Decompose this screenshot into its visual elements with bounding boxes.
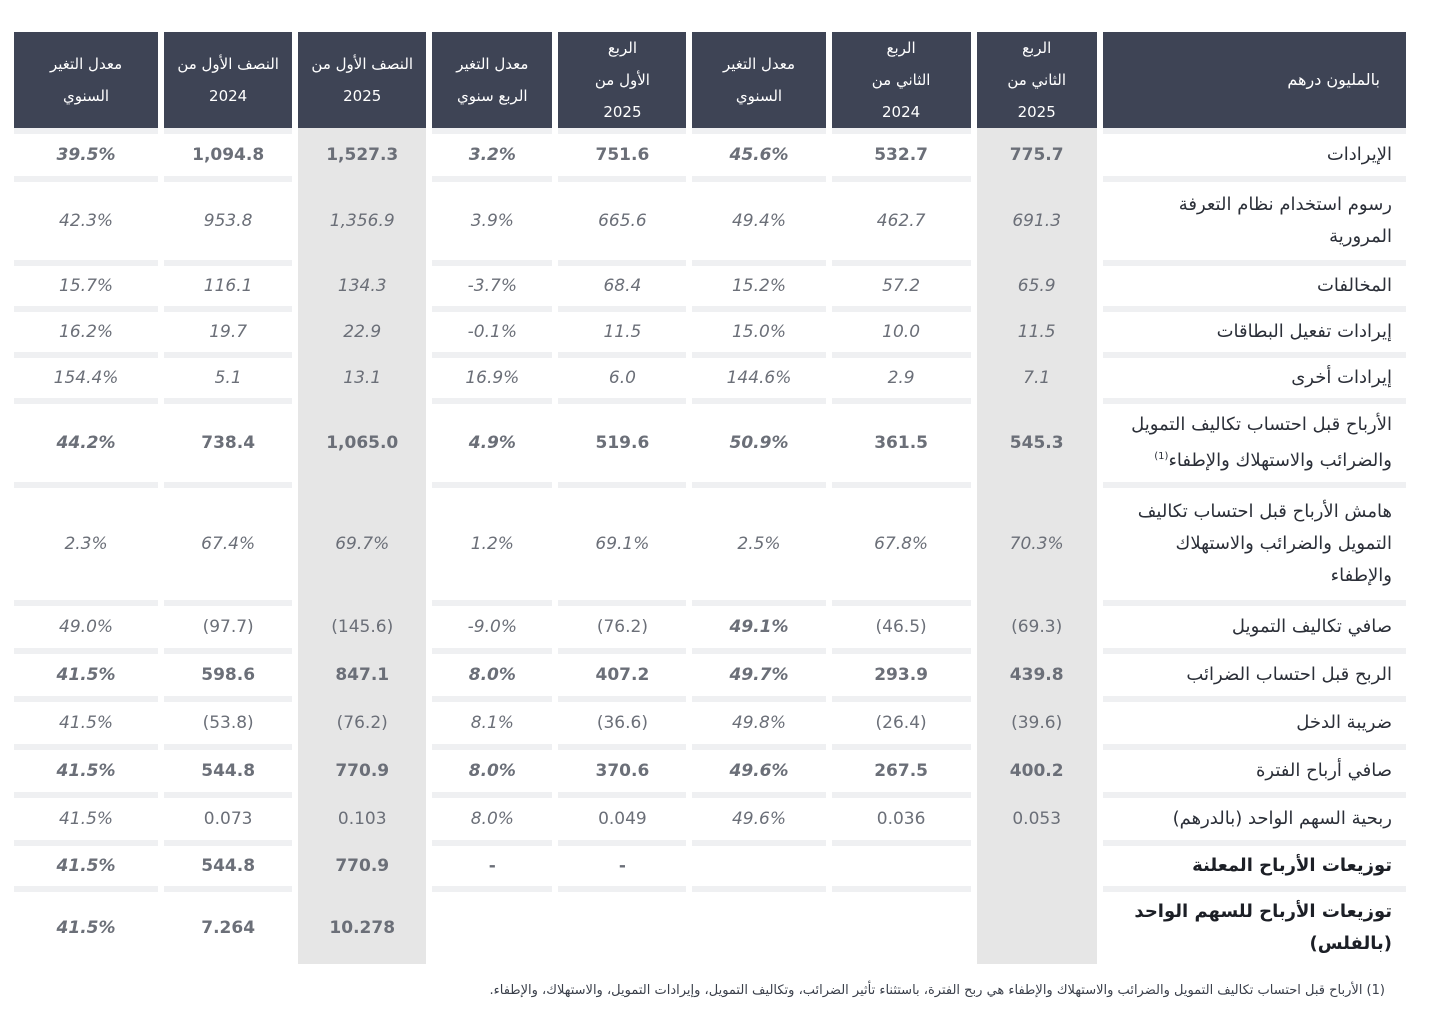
row-label-text: إيرادات أخرى bbox=[1291, 367, 1392, 388]
cell-yoy-half: 41.5% bbox=[14, 846, 158, 886]
cell-q2-2025: 775.7 bbox=[977, 134, 1097, 176]
cell-qoq: 4.9% bbox=[432, 404, 552, 482]
cell-q2-2024: 361.5 bbox=[832, 404, 971, 482]
cell-yoy-quarter bbox=[692, 846, 825, 886]
table-row bbox=[14, 358, 1406, 398]
cell-q2-2025: 11.5 bbox=[977, 312, 1097, 352]
cell-q2-2025: 439.8 bbox=[977, 654, 1097, 696]
cell-q2-2024: (26.4) bbox=[832, 702, 971, 744]
cell-h1-2024: (53.8) bbox=[164, 702, 292, 744]
cell-h1-2024: 738.4 bbox=[164, 404, 292, 482]
table-row bbox=[14, 798, 1406, 840]
cell-h1-2024: 116.1 bbox=[164, 266, 292, 306]
header-h1-2025: النصف الأول من 2025 bbox=[298, 32, 426, 128]
cell-qoq: 3.9% bbox=[432, 182, 552, 260]
header-q2-2025: الربع الثاني من 2025 bbox=[977, 32, 1097, 128]
cell-h1-2025: 10.278 bbox=[298, 892, 426, 964]
cell-q2-2024: 0.036 bbox=[832, 798, 971, 840]
row-label bbox=[1103, 702, 1406, 744]
cell-q2-2024 bbox=[832, 892, 971, 964]
cell-q2-2024: 67.8% bbox=[832, 488, 971, 600]
cell-q1-2025: 68.4 bbox=[558, 266, 686, 306]
cell-yoy-quarter: 15.0% bbox=[692, 312, 825, 352]
cell-yoy-half: 41.5% bbox=[14, 654, 158, 696]
cell-q1-2025: 519.6 bbox=[558, 404, 686, 482]
cell-yoy-half: 2.3% bbox=[14, 488, 158, 600]
cell-yoy-quarter: 49.7% bbox=[692, 654, 825, 696]
row-label-text: إيرادات تفعيل البطاقات bbox=[1216, 321, 1392, 342]
row-label-text: المخالفات bbox=[1316, 275, 1392, 296]
cell-q2-2025: 400.2 bbox=[977, 750, 1097, 792]
cell-q2-2024 bbox=[832, 846, 971, 886]
cell-yoy-half: 44.2% bbox=[14, 404, 158, 482]
financial-table-container bbox=[14, 32, 1406, 964]
cell-q1-2025 bbox=[558, 892, 686, 964]
cell-h1-2025: 13.1 bbox=[298, 358, 426, 398]
cell-yoy-quarter: 49.6% bbox=[692, 798, 825, 840]
cell-q2-2025: 691.3 bbox=[977, 182, 1097, 260]
cell-q2-2025: 7.1 bbox=[977, 358, 1097, 398]
header-yoy-half: معدل التغير السنوي bbox=[14, 32, 158, 128]
cell-q2-2024: 462.7 bbox=[832, 182, 971, 260]
cell-h1-2025: 847.1 bbox=[298, 654, 426, 696]
row-label-text: ربحية السهم الواحد (بالدرهم) bbox=[1172, 808, 1392, 829]
row-label-text: صافي تكاليف التمويل bbox=[1231, 616, 1392, 637]
cell-h1-2024: 544.8 bbox=[164, 750, 292, 792]
cell-h1-2025: 1,065.0 bbox=[298, 404, 426, 482]
row-label bbox=[1103, 798, 1406, 840]
cell-h1-2024: 0.073 bbox=[164, 798, 292, 840]
financial-summary-table bbox=[8, 26, 1412, 970]
cell-q2-2025: (39.6) bbox=[977, 702, 1097, 744]
cell-q2-2024: 10.0 bbox=[832, 312, 971, 352]
cell-qoq: -0.1% bbox=[432, 312, 552, 352]
cell-q2-2025: 65.9 bbox=[977, 266, 1097, 306]
row-label bbox=[1103, 358, 1406, 398]
cell-yoy-quarter: 49.4% bbox=[692, 182, 825, 260]
row-label-text: ضريبة الدخل bbox=[1296, 712, 1392, 733]
cell-qoq: 3.2% bbox=[432, 134, 552, 176]
cell-qoq bbox=[432, 892, 552, 964]
cell-yoy-quarter: 49.6% bbox=[692, 750, 825, 792]
cell-h1-2024: 7.264 bbox=[164, 892, 292, 964]
row-label bbox=[1103, 750, 1406, 792]
row-label-text: رسوم استخدام نظام التعرفة المرورية bbox=[1178, 194, 1392, 247]
table-row bbox=[14, 488, 1406, 600]
cell-q2-2024: 267.5 bbox=[832, 750, 971, 792]
table-row bbox=[14, 134, 1406, 176]
cell-yoy-half: 16.2% bbox=[14, 312, 158, 352]
cell-h1-2024: 5.1 bbox=[164, 358, 292, 398]
cell-q2-2024: 532.7 bbox=[832, 134, 971, 176]
cell-h1-2025: 22.9 bbox=[298, 312, 426, 352]
cell-q2-2025 bbox=[977, 892, 1097, 964]
cell-h1-2024: 544.8 bbox=[164, 846, 292, 886]
cell-yoy-half: 41.5% bbox=[14, 750, 158, 792]
table-row bbox=[14, 182, 1406, 260]
row-label-text: هامش الأرباح قبل احتساب تكاليف التمويل والضرائب والاستهلاك والإطفاء bbox=[1137, 501, 1392, 586]
header-h1-2024: النصف الأول من 2024 bbox=[164, 32, 292, 128]
cell-q2-2024: 57.2 bbox=[832, 266, 971, 306]
table-row bbox=[14, 892, 1406, 964]
cell-h1-2024: 1,094.8 bbox=[164, 134, 292, 176]
table-row bbox=[14, 312, 1406, 352]
cell-h1-2025: (145.6) bbox=[298, 606, 426, 648]
cell-q1-2025: 11.5 bbox=[558, 312, 686, 352]
cell-q2-2024: 293.9 bbox=[832, 654, 971, 696]
cell-h1-2025: 0.103 bbox=[298, 798, 426, 840]
cell-h1-2024: 19.7 bbox=[164, 312, 292, 352]
cell-q1-2025: 751.6 bbox=[558, 134, 686, 176]
cell-q2-2024: (46.5) bbox=[832, 606, 971, 648]
row-label-text: توزيعات الأرباح للسهم الواحد (بالفلس) bbox=[1134, 901, 1392, 954]
row-label bbox=[1103, 182, 1406, 260]
row-label bbox=[1103, 312, 1406, 352]
cell-h1-2024: 953.8 bbox=[164, 182, 292, 260]
cell-qoq: 8.0% bbox=[432, 798, 552, 840]
cell-yoy-quarter: 144.6% bbox=[692, 358, 825, 398]
cell-q2-2025: 0.053 bbox=[977, 798, 1097, 840]
cell-q2-2025 bbox=[977, 846, 1097, 886]
cell-h1-2025: 1,356.9 bbox=[298, 182, 426, 260]
cell-qoq: 8.0% bbox=[432, 654, 552, 696]
row-label bbox=[1103, 846, 1406, 886]
cell-qoq: 1.2% bbox=[432, 488, 552, 600]
table-row bbox=[14, 750, 1406, 792]
cell-q2-2024: 2.9 bbox=[832, 358, 971, 398]
row-label bbox=[1103, 892, 1406, 964]
cell-yoy-quarter: 49.1% bbox=[692, 606, 825, 648]
cell-yoy-quarter: 50.9% bbox=[692, 404, 825, 482]
header-unit-label: بالمليون درهم bbox=[1103, 32, 1406, 128]
cell-h1-2025: 770.9 bbox=[298, 846, 426, 886]
cell-h1-2025: 69.7% bbox=[298, 488, 426, 600]
row-label bbox=[1103, 654, 1406, 696]
table-row bbox=[14, 846, 1406, 886]
cell-q1-2025: 370.6 bbox=[558, 750, 686, 792]
cell-yoy-half: 41.5% bbox=[14, 798, 158, 840]
table-header-row bbox=[14, 32, 1406, 128]
cell-h1-2025: 134.3 bbox=[298, 266, 426, 306]
cell-qoq: 8.0% bbox=[432, 750, 552, 792]
header-q1-2025: الربع الأول من 2025 bbox=[558, 32, 686, 128]
cell-yoy-half: 39.5% bbox=[14, 134, 158, 176]
row-label-text: الربح قبل احتساب الضرائب bbox=[1186, 664, 1392, 685]
table-row bbox=[14, 266, 1406, 306]
row-label bbox=[1103, 266, 1406, 306]
cell-qoq: 8.1% bbox=[432, 702, 552, 744]
cell-q2-2025: 545.3 bbox=[977, 404, 1097, 482]
footnote-marker: (1) bbox=[1154, 451, 1169, 462]
table-row bbox=[14, 606, 1406, 648]
row-label bbox=[1103, 404, 1406, 482]
cell-yoy-quarter: 15.2% bbox=[692, 266, 825, 306]
cell-h1-2024: 67.4% bbox=[164, 488, 292, 600]
cell-h1-2024: (97.7) bbox=[164, 606, 292, 648]
cell-yoy-quarter: 49.8% bbox=[692, 702, 825, 744]
table-row bbox=[14, 404, 1406, 482]
cell-yoy-quarter: 45.6% bbox=[692, 134, 825, 176]
cell-q2-2025: (69.3) bbox=[977, 606, 1097, 648]
row-label bbox=[1103, 134, 1406, 176]
header-yoy-quarter: معدل التغير السنوي bbox=[692, 32, 825, 128]
cell-q1-2025: (76.2) bbox=[558, 606, 686, 648]
cell-yoy-quarter: 2.5% bbox=[692, 488, 825, 600]
cell-h1-2025: (76.2) bbox=[298, 702, 426, 744]
row-label bbox=[1103, 488, 1406, 600]
row-label-text: صافي أرباح الفترة bbox=[1255, 760, 1392, 781]
row-label-text: الأرباح قبل احتساب تكاليف التمويل والضرائب والاستهلاك والإطفاء bbox=[1131, 414, 1392, 471]
cell-qoq: -3.7% bbox=[432, 266, 552, 306]
row-label-text: الإيرادات bbox=[1326, 144, 1392, 165]
footnote: (1) الأرباح قبل احتساب تكاليف التمويل والضرائب والاستهلاك والإطفاء هي ربح الفترة، باستثناء تأثير الضرائب، وتكاليف التمويل، وإيرادات التمويل، والاستهلاك، والإطفاء. bbox=[489, 983, 1385, 998]
row-label-text: توزيعات الأرباح المعلنة bbox=[1192, 855, 1392, 876]
cell-h1-2025: 1,527.3 bbox=[298, 134, 426, 176]
cell-q1-2025: 6.0 bbox=[558, 358, 686, 398]
cell-h1-2025: 770.9 bbox=[298, 750, 426, 792]
header-qoq: معدل التغير الربع سنوي bbox=[432, 32, 552, 128]
cell-h1-2024: 598.6 bbox=[164, 654, 292, 696]
cell-q2-2025: 70.3% bbox=[977, 488, 1097, 600]
cell-q1-2025: 407.2 bbox=[558, 654, 686, 696]
cell-qoq: - bbox=[432, 846, 552, 886]
table-row bbox=[14, 702, 1406, 744]
cell-yoy-quarter bbox=[692, 892, 825, 964]
cell-yoy-half: 15.7% bbox=[14, 266, 158, 306]
row-label bbox=[1103, 606, 1406, 648]
cell-yoy-half: 42.3% bbox=[14, 182, 158, 260]
cell-q1-2025: - bbox=[558, 846, 686, 886]
cell-qoq: -9.0% bbox=[432, 606, 552, 648]
cell-yoy-half: 154.4% bbox=[14, 358, 158, 398]
cell-yoy-half: 49.0% bbox=[14, 606, 158, 648]
cell-q1-2025: (36.6) bbox=[558, 702, 686, 744]
cell-q1-2025: 69.1% bbox=[558, 488, 686, 600]
table-row bbox=[14, 654, 1406, 696]
cell-q1-2025: 665.6 bbox=[558, 182, 686, 260]
cell-qoq: 16.9% bbox=[432, 358, 552, 398]
cell-yoy-half: 41.5% bbox=[14, 702, 158, 744]
cell-q1-2025: 0.049 bbox=[558, 798, 686, 840]
header-q2-2024: الربع الثاني من 2024 bbox=[832, 32, 971, 128]
cell-yoy-half: 41.5% bbox=[14, 892, 158, 964]
